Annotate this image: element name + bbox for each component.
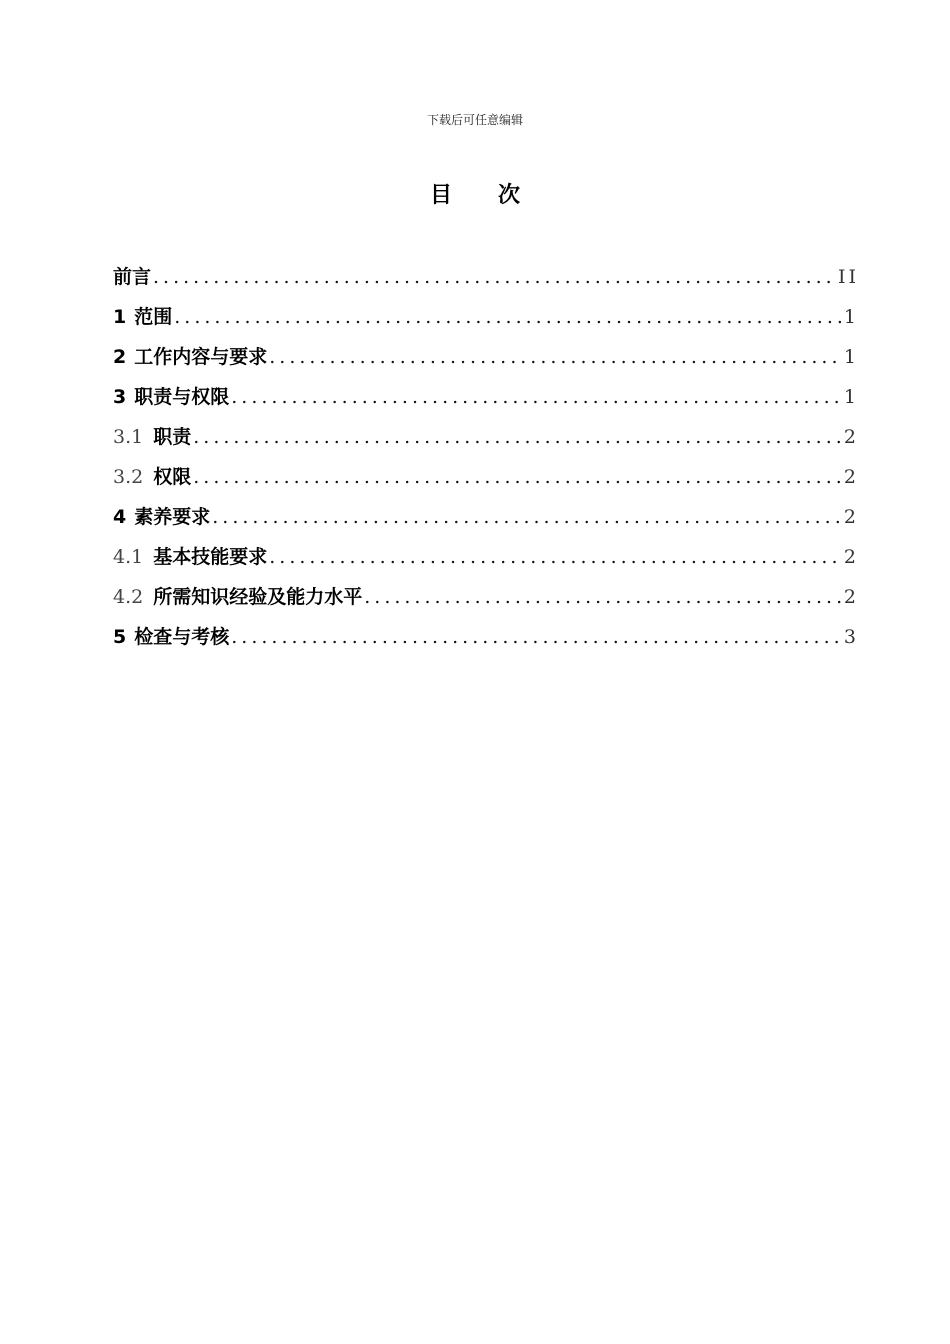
toc-leader bbox=[212, 502, 842, 532]
toc-entry-4-1[interactable] bbox=[113, 542, 859, 582]
toc-entry-3-2[interactable] bbox=[113, 462, 859, 502]
toc-entry-page: II bbox=[837, 266, 859, 288]
toc-entry-1[interactable] bbox=[113, 302, 859, 342]
toc-entry-3-1[interactable] bbox=[113, 422, 859, 462]
toc-entry-number: 1 bbox=[113, 306, 127, 328]
toc-entry-page: 2 bbox=[843, 466, 859, 488]
toc-entry-text: 检查与考核 bbox=[134, 626, 230, 648]
toc-entry-number: 3 bbox=[113, 386, 127, 408]
toc-entry-text: 工作内容与要求 bbox=[134, 346, 268, 368]
toc-entry-text: 基本技能要求 bbox=[153, 546, 268, 568]
toc-entry-number: 3.1 bbox=[113, 426, 144, 448]
toc-entry-text: 职责 bbox=[153, 426, 192, 448]
toc-entry-preface[interactable] bbox=[113, 262, 859, 302]
toc-leader bbox=[269, 542, 842, 572]
header-note: 下载后可任意编辑 bbox=[426, 113, 523, 127]
toc-entry-text: 职责与权限 bbox=[134, 386, 230, 408]
toc-title-part2: 次 bbox=[498, 183, 521, 208]
toc-entry-text: 素养要求 bbox=[134, 506, 211, 528]
toc-entry-page: 1 bbox=[843, 386, 859, 408]
toc-entry-text: 所需知识经验及能力水平 bbox=[153, 586, 363, 608]
toc-leader bbox=[231, 382, 842, 412]
toc-entry-page: 3 bbox=[843, 626, 859, 648]
toc-list bbox=[113, 262, 859, 662]
toc-title bbox=[0, 178, 950, 209]
toc-leader bbox=[269, 342, 842, 372]
toc-entry-text: 权限 bbox=[153, 466, 192, 488]
toc-entry-4[interactable] bbox=[113, 502, 859, 542]
toc-entry-page: 1 bbox=[843, 346, 859, 368]
toc-entry-number: 4.1 bbox=[113, 546, 144, 568]
toc-leader bbox=[193, 462, 842, 492]
toc-entry-number: 2 bbox=[113, 346, 127, 368]
toc-leader bbox=[193, 422, 842, 452]
toc-title-part1: 目 bbox=[429, 183, 452, 208]
toc-entry-page: 2 bbox=[843, 506, 859, 528]
toc-entry-page: 2 bbox=[843, 586, 859, 608]
toc-entry-page: 2 bbox=[843, 546, 859, 568]
toc-entry-number: 4 bbox=[113, 506, 127, 528]
toc-entry-number: 5 bbox=[113, 626, 127, 648]
toc-entry-4-2[interactable] bbox=[113, 582, 859, 622]
toc-entry-text: 前言 bbox=[113, 266, 152, 288]
toc-entry-2[interactable] bbox=[113, 342, 859, 382]
toc-leader bbox=[231, 622, 842, 652]
toc-leader bbox=[153, 262, 836, 292]
toc-entry-number: 3.2 bbox=[113, 466, 144, 488]
toc-leader bbox=[364, 582, 842, 612]
toc-entry-number: 4.2 bbox=[113, 586, 144, 608]
toc-entry-5[interactable] bbox=[113, 622, 859, 662]
toc-entry-3[interactable] bbox=[113, 382, 859, 422]
toc-leader bbox=[174, 302, 842, 332]
toc-entry-page: 2 bbox=[843, 426, 859, 448]
toc-entry-page: 1 bbox=[843, 306, 859, 328]
toc-entry-text: 范围 bbox=[134, 306, 173, 328]
